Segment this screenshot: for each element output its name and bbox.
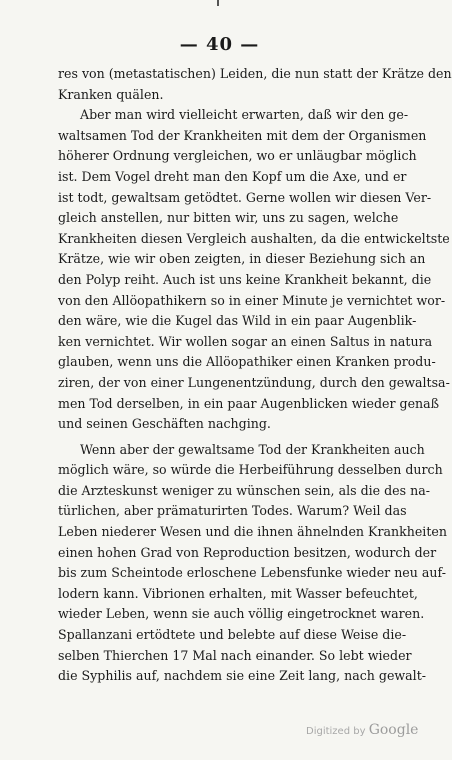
text-line: wieder Leben, wenn sie auch völlig eingetrocknet waren. xyxy=(58,606,425,622)
text-line: Krätze, wie wir oben zeigten, in dieser Beziehung sich an xyxy=(58,251,426,267)
text-line: höherer Ordnung vergleichen, wo er unläugbar möglich xyxy=(58,148,417,164)
text-line: Wenn aber der gewaltsame Tod der Krankheiten auch xyxy=(80,441,425,457)
text-line: von den Allöopathikern so in einer Minute je vernichtet wor- xyxy=(58,292,446,308)
text-line: den Polyp reiht. Auch ist uns keine Krankheit bekannt, die xyxy=(58,271,432,287)
digitization-watermark xyxy=(306,722,418,738)
text-line: ist todt, gewaltsam getödtet. Gerne wollen wir diesen Ver- xyxy=(58,189,432,205)
text-line: men Tod derselben, in ein paar Augenblicken wieder genaß xyxy=(58,395,440,411)
text-line: Kranken quälen. xyxy=(58,86,164,102)
text-line: bis zum Scheintode erloschene Lebensfunke wieder neu auf- xyxy=(58,565,446,581)
text-line: gleich anstellen, nur bitten wir, uns zu sagen, welche xyxy=(58,210,399,226)
text-line: möglich wäre, so würde die Herbeiführung desselben durch xyxy=(58,462,443,478)
text-line: ziren, der von einer Lungenentzündung, durch den gewaltsa- xyxy=(58,374,450,390)
page-number: — 40 — xyxy=(179,34,260,55)
text-line: die Arzteskunst weniger zu wünschen sein, als die des na- xyxy=(58,482,430,498)
text-line: die Syphilis auf, nachdem sie eine Zeit lang, nach gewalt- xyxy=(58,668,427,684)
text-line: ken vernichtet. Wir wollen sogar an einen Saltus in natura xyxy=(58,333,433,349)
page-edge-mark xyxy=(217,0,219,6)
text-line: türlichen, aber prämaturirten Todes. Warum? Weil das xyxy=(58,503,407,519)
text-line: glauben, wenn uns die Allöopathiker einen Kranken produ- xyxy=(58,354,436,370)
body-text xyxy=(58,64,452,687)
text-line: Krankheiten diesen Vergleich aushalten, da die entwickeltste xyxy=(58,230,450,246)
text-line: selben Thierchen 17 Mal nach einander. So lebt wieder xyxy=(58,647,412,663)
text-line: und seinen Geschäften nachging. xyxy=(58,416,271,432)
text-line: lodern kann. Vibrionen erhalten, mit Wasser befeuchtet, xyxy=(58,585,418,601)
text-line: res von (metastatischen) Leiden, die nun statt der Krätze den xyxy=(58,66,452,81)
watermark-brand: Google xyxy=(368,722,419,738)
watermark-prefix: Digitized by xyxy=(306,726,366,737)
text-line: ist. Dem Vogel dreht man den Kopf um die Axe, und er xyxy=(58,168,407,184)
text-line: waltsamen Tod der Krankheiten mit dem der Organismen xyxy=(58,127,427,143)
text-line: einen hohen Grad von Reproduction besitzen, wodurch der xyxy=(58,544,437,560)
text-line: Leben niederer Wesen und die ihnen ähnelnden Krankheiten xyxy=(58,524,447,540)
text-line: den wäre, wie die Kugel das Wild in ein paar Augenblik- xyxy=(58,313,417,329)
text-line: Aber man wird vielleicht erwarten, daß wir den ge- xyxy=(80,107,409,123)
text-line: Spallanzani ertödtete und belebte auf diese Weise die- xyxy=(58,627,407,643)
